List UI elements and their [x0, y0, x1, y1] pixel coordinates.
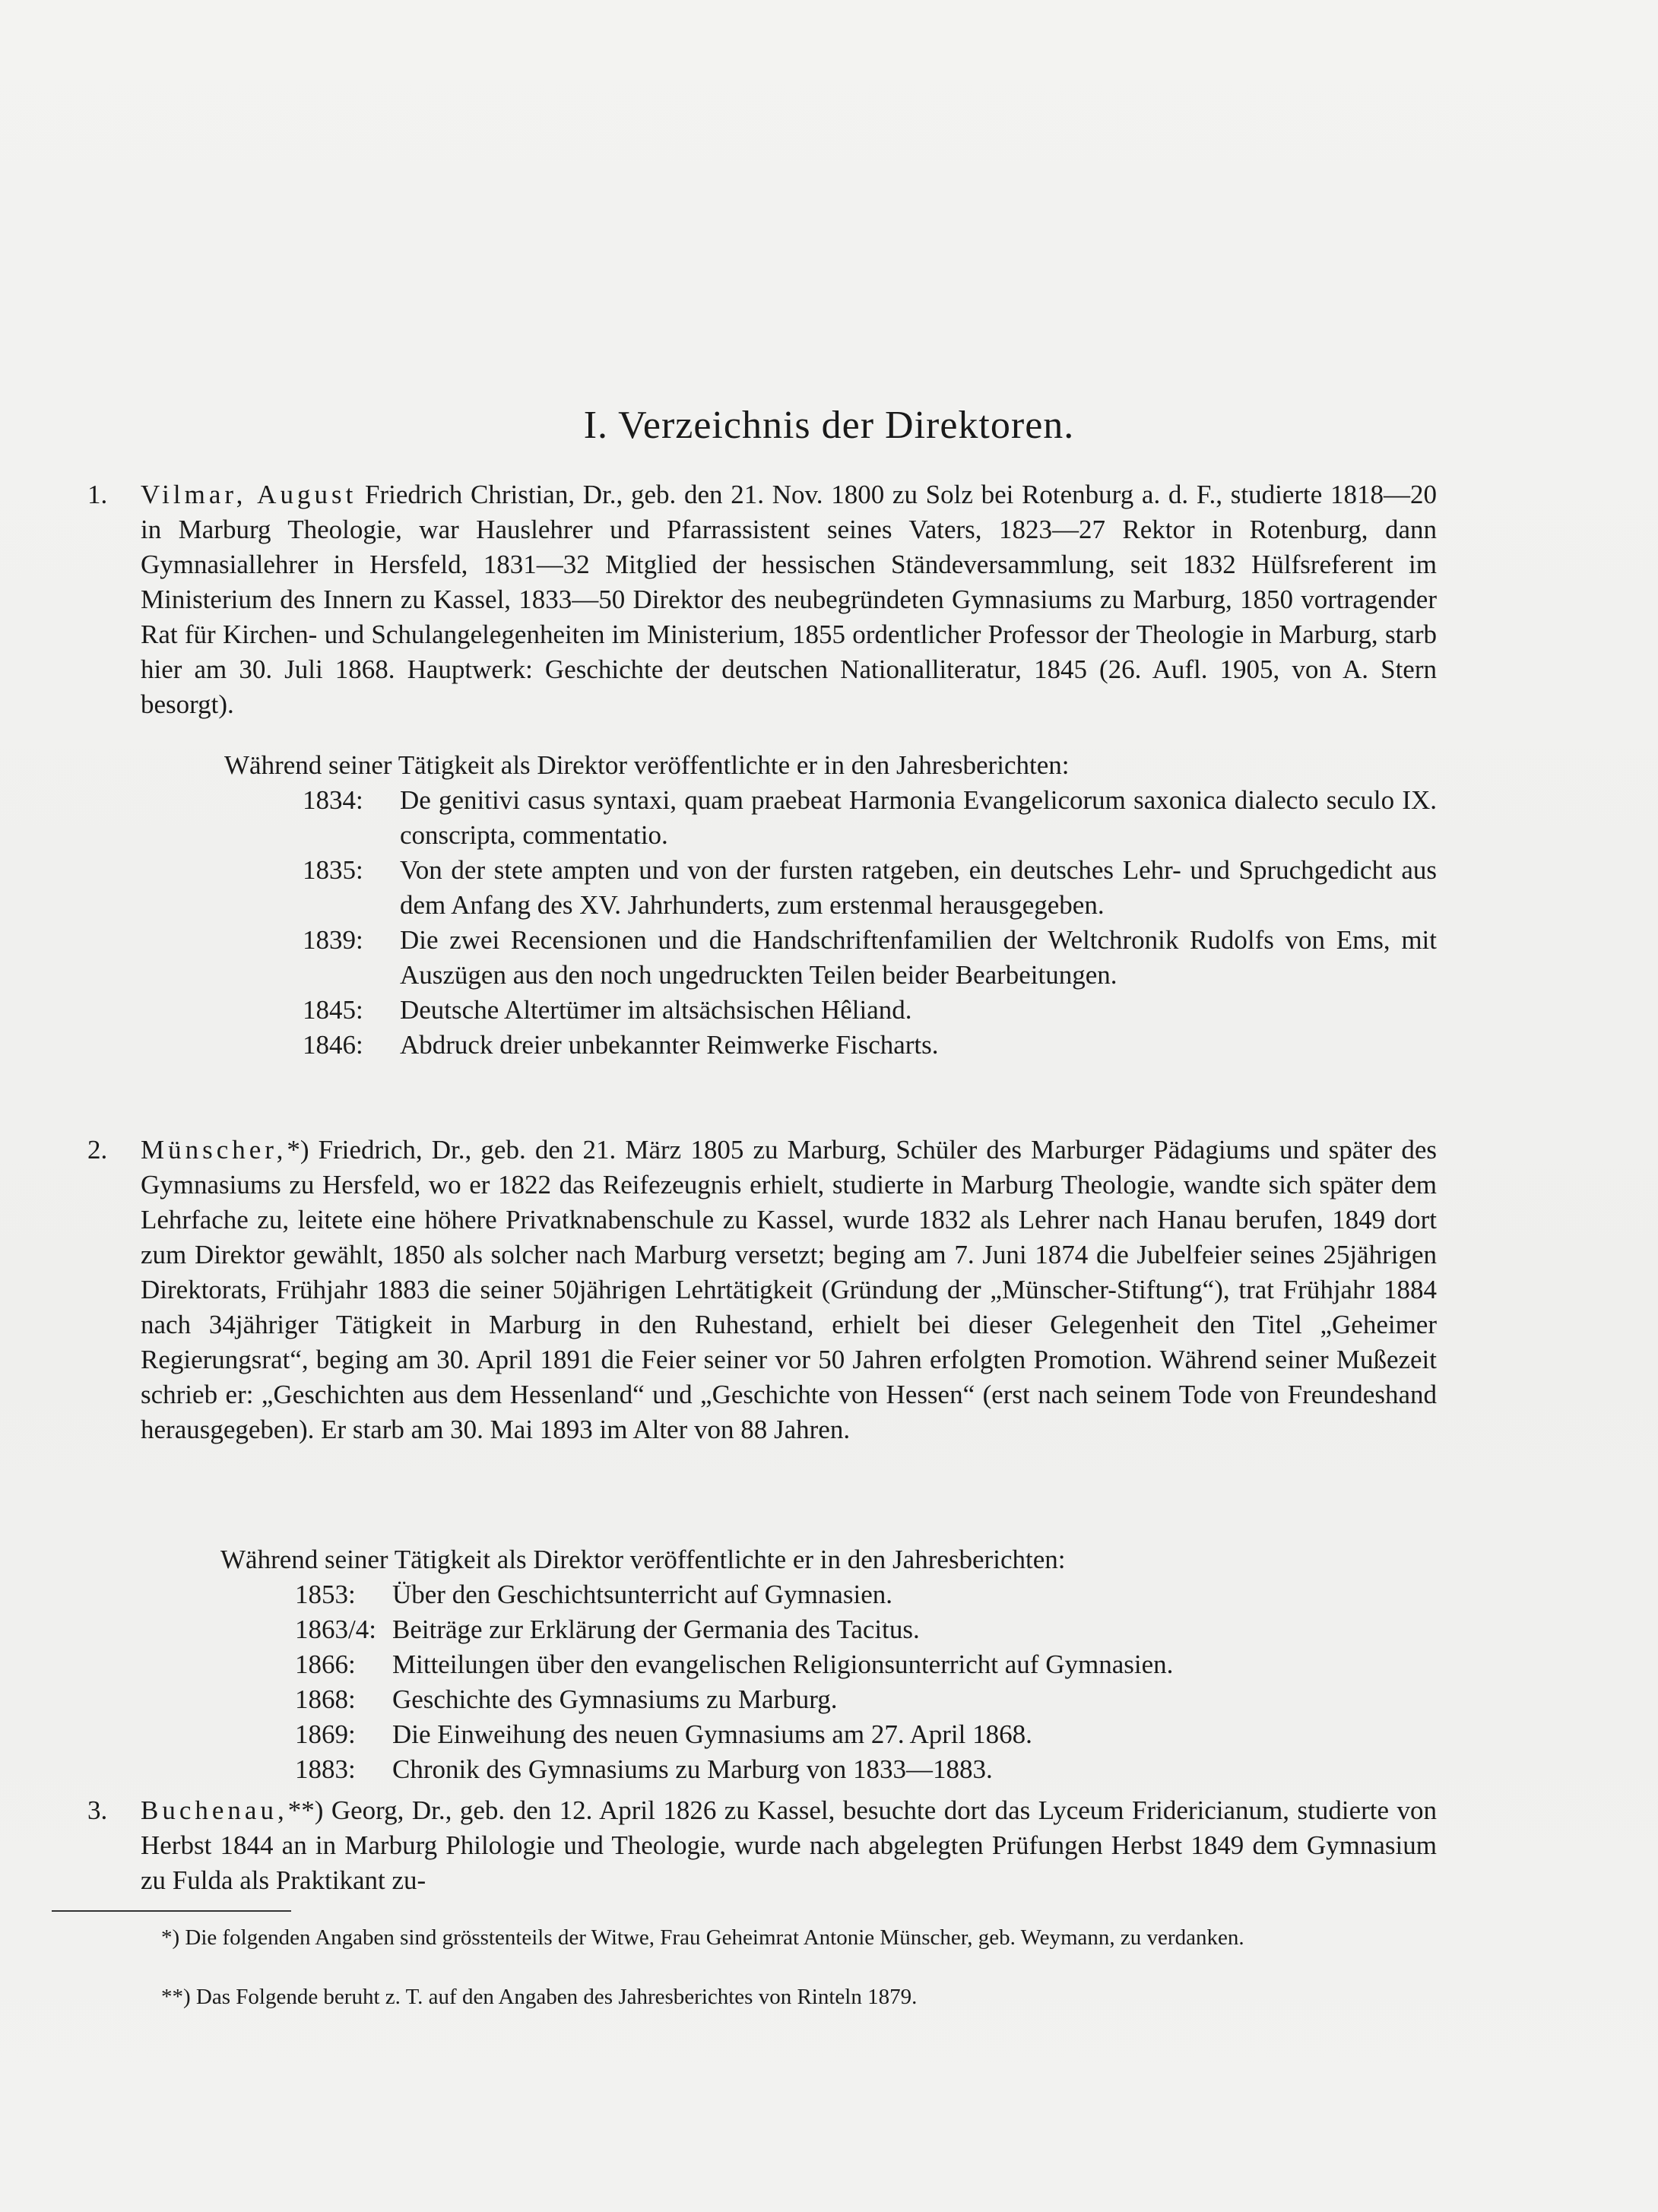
publication-item	[303, 993, 1437, 1028]
footnote-divider	[52, 1910, 291, 1912]
entry-number: 2.	[87, 1135, 108, 1165]
publication-title: Von der stete ampten und von der fursten ratgeben, ein deutsches Lehr- und Spruchgedicht aus dem Anfang des XV. Jahrhunderts, zum erstenmal herausgegeben.	[400, 855, 1437, 920]
director-name: Buchenau,	[141, 1795, 288, 1825]
publication-title: Chronik des Gymnasiums zu Marburg von 1833—1883.	[392, 1754, 993, 1784]
publication-item	[295, 1577, 1437, 1612]
footnote-2: **) Das Folgende beruht z. T. auf den Angaben des Jahresberichtes von Rinteln 1879.	[161, 1985, 918, 2009]
publication-year: 1835:	[303, 855, 363, 885]
director-entry-buchenau	[87, 1793, 1437, 1898]
publication-item	[295, 1612, 1437, 1647]
publication-item	[303, 923, 1437, 993]
publication-year: 1863/4:	[295, 1615, 376, 1644]
publication-title: Beiträge zur Erklärung der Germania des Tacitus.	[392, 1615, 920, 1644]
director-entry-muenscher	[87, 1133, 1437, 1447]
footnote-1: *) Die folgenden Angaben sind grösstenteils der Witwe, Frau Geheimrat Antonie Münscher, geb. Weymann, zu verdanken.	[161, 1925, 1244, 1950]
page-title: I. Verzeichnis der Direktoren.	[583, 404, 1075, 447]
publication-title: Die Einweihung des neuen Gymnasiums am 27. April 1868.	[392, 1719, 1032, 1749]
publication-year: 1883:	[295, 1754, 356, 1784]
publication-title: Die zwei Recensionen und die Handschriftenfamilien der Weltchronik Rudolfs von Ems, mit Auszügen aus den noch ungedruckten Teilen beider Bearbeitungen.	[400, 925, 1437, 990]
publications-intro: Während seiner Tätigkeit als Direktor veröffentlichte er in den Jahresberichten:	[224, 750, 1070, 780]
publication-item	[303, 1028, 1437, 1063]
publication-year: 1845:	[303, 995, 363, 1025]
publication-year: 1839:	[303, 925, 363, 955]
entry-text: *) Friedrich, Dr., geb. den 21. März 1805 zu Marburg, Schüler des Marburger Pädagiums und später des Gymnasiums zu Hersfeld, wo er 1822 das Reifezeugnis erhielt, studierte in Marburg Theologie, wandte sich später dem Lehrfache zu, leitete eine höhere Privatknabenschule zu Kassel, wurde 1832 als Lehrer nach Hanau berufen, 1849 dort zum Direktor gewählt, 1850 als solcher nach Marburg versetzt; beging am 7. Juni 1874 die Jubelfeier seines 25jährigen Direktorats, Frühjahr 1883 die seiner 50jährigen Lehrtätigkeit (Gründung der „Münscher-Stiftung“), trat Frühjahr 1884 nach 34jähriger Tätigkeit in Marburg in den Ruhestand, erhielt bei dieser Gelegenheit den Titel „Geheimer Regierungsrat“, beging am 30. April 1891 die Feier seiner vor 50 Jahren erfolgten Promotion. Während seiner Mußezeit schrieb er: „Geschichten aus dem Hessenland“ und „Geschichte von Hessen“ (erst nach seinem Tode von Freundeshand herausgegeben). Er starb am 30. Mai 1893 im Alter von 88 Jahren.	[141, 1135, 1437, 1444]
publication-title: Abdruck dreier unbekannter Reimwerke Fischarts.	[400, 1030, 939, 1060]
publication-item	[295, 1752, 1437, 1787]
publication-year: 1868:	[295, 1684, 356, 1714]
publication-year: 1869:	[295, 1719, 356, 1749]
director-name: Münscher,	[141, 1135, 287, 1165]
publication-year: 1866:	[295, 1649, 356, 1679]
publication-year: 1846:	[303, 1030, 363, 1060]
entry-text: Friedrich Christian, Dr., geb. den 21. Nov. 1800 zu Solz bei Rotenburg a. d. F., studierte 1818—20 in Marburg Theologie, war Hauslehrer und Pfarrassistent seines Vaters, 1823—27 Rektor in Rotenburg, dann Gymnasiallehrer in Hersfeld, 1831—32 Mitglied der hessischen Ständeversammlung, seit 1832 Hülfsreferent im Ministerium des Innern zu Kassel, 1833—50 Direktor des neubegründeten Gymnasiums zu Marburg, 1850 vortragender Rat für Kirchen- und Schulangelegenheiten im Ministerium, 1855 ordentlicher Professor der Theologie in Marburg, starb hier am 30. Juli 1868. Hauptwerk: Geschichte der deutschen Nationalliteratur, 1845 (26. Aufl. 1905, von A. Stern besorgt).	[141, 480, 1437, 719]
publication-item	[303, 853, 1437, 923]
entry-number: 3.	[87, 1795, 108, 1825]
publication-title: Über den Geschichtsunterricht auf Gymnasien.	[392, 1580, 892, 1609]
publication-title: De genitivi casus syntaxi, quam praebeat Harmonia Evangelicorum saxonica dialecto seculo IX. conscripta, commentatio.	[400, 785, 1437, 850]
publication-title: Geschichte des Gymnasiums zu Marburg.	[392, 1684, 838, 1714]
director-entry-vilmar	[87, 477, 1437, 722]
publications-intro: Während seiner Tätigkeit als Direktor veröffentlichte er in den Jahresberichten:	[220, 1545, 1066, 1574]
entry-text: **) Georg, Dr., geb. den 12. April 1826 zu Kassel, besuchte dort das Lyceum Fridericianum, studierte von Herbst 1844 an in Marburg Philologie und Theologie, wurde nach abgelegten Prüfungen Herbst 1849 dem Gymnasium zu Fulda als Praktikant zu-	[141, 1795, 1437, 1895]
entry-number: 1.	[87, 480, 108, 509]
publication-list	[295, 1577, 1437, 1787]
publication-item	[303, 783, 1437, 853]
publication-list	[303, 783, 1437, 1063]
publication-item	[295, 1682, 1437, 1717]
director-name: Vilmar, August	[141, 480, 357, 509]
publication-item	[295, 1717, 1437, 1752]
publication-year: 1853:	[295, 1580, 356, 1609]
publication-item	[295, 1647, 1437, 1682]
publication-year: 1834:	[303, 785, 363, 815]
publication-title: Mitteilungen über den evangelischen Religionsunterricht auf Gymnasien.	[392, 1649, 1174, 1679]
publication-title: Deutsche Altertümer im altsächsischen Hêliand.	[400, 995, 912, 1025]
